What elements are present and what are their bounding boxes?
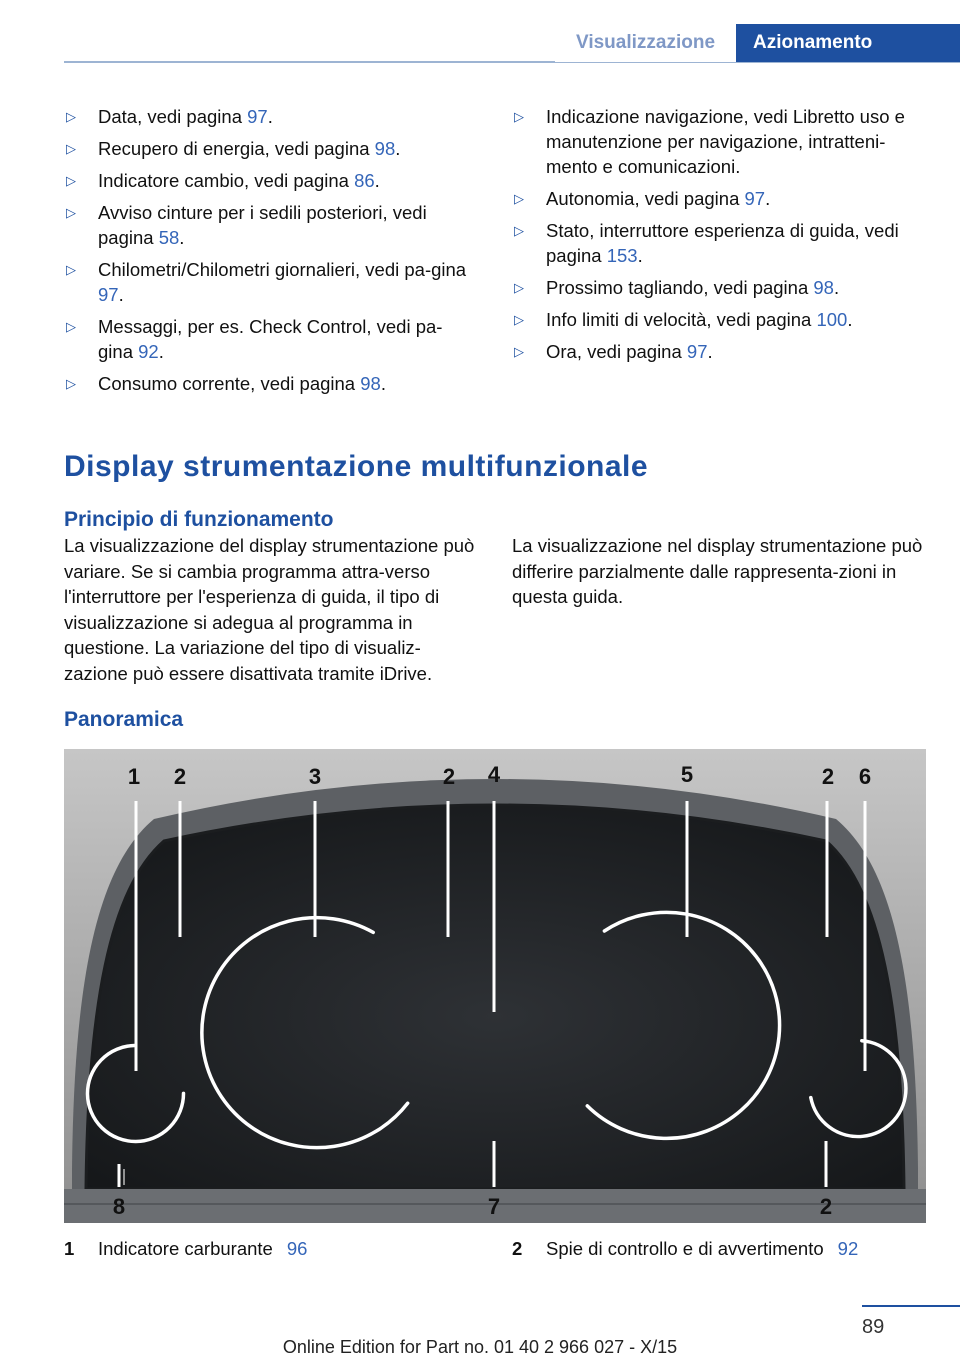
callout-2: 2 [173,764,187,789]
triangle-bullet-icon: ▷ [514,223,524,238]
triangle-bullet-icon: ▷ [514,191,524,206]
page-link[interactable]: 98 [360,373,381,394]
callout-4: 4 [487,762,501,787]
subsection-title: Principio di funzionamento [64,508,334,531]
list-item: ▷ Ora, vedi pagina 97. [514,341,713,362]
list-item: ▷ Prossimo tagliando, vedi pagina 98. [514,277,840,298]
footer-rule [862,1305,960,1307]
callout-3: 3 [308,764,322,789]
page-link[interactable]: 97 [98,284,119,305]
section-tab[interactable]: Visualizzazione [555,24,736,62]
page-link[interactable]: 97 [744,188,766,209]
list-item: ▷ Info limiti di velocità, vedi pagina 100. [514,309,853,330]
triangle-bullet-icon: ▷ [66,109,76,124]
page-link[interactable]: 92 [837,1238,859,1259]
legend-item: 1 Indicatore carburante 96 [64,1238,308,1259]
paragraph-right: La visualizzazione nel display strumentazione può differire parzialmente dalle rappresenta‐zioni in questa guida. [512,535,923,607]
left-bullet-list [64,104,474,403]
triangle-bullet-icon: ▷ [66,141,76,156]
list-item: ▷ Recupero di energia, vedi pagina 98. [66,138,401,159]
right-bullet-list [512,104,932,371]
page-link[interactable]: 97 [686,341,708,362]
callout-2: 2 [821,764,835,789]
triangle-bullet-icon: ▷ [66,376,76,391]
page-link[interactable]: 96 [286,1238,308,1259]
legend-item: 2 Spie di controllo e di avvertimento 92 [512,1238,859,1259]
list-item: ▷ Avviso cinture per i sedili posteriori, vedi pagina 58. [66,202,427,248]
triangle-bullet-icon: ▷ [514,312,524,327]
page-link[interactable]: 100 [816,309,848,330]
triangle-bullet-icon: ▷ [66,173,76,188]
page-link[interactable]: 98 [813,277,834,298]
triangle-bullet-icon: ▷ [514,344,524,359]
page-link[interactable]: 92 [138,341,159,362]
edition-footer: Online Edition for Part no. 01 40 2 966 027 - X/15 [282,1337,678,1357]
page-link[interactable]: 58 [158,227,180,248]
overview-title: Panoramica [64,708,184,731]
list-item: ▷ Chilometri/Chilometri giornalieri, vedi pa‐gina 97. [66,259,467,305]
page-link[interactable]: 97 [247,106,268,127]
list-item: ▷ Indicatore cambio, vedi pagina 86. [66,170,380,191]
callout-6: 6 [858,764,872,789]
callout-2: 2 [442,764,456,789]
list-item: ▷ Stato, interruttore esperienza di guida, vedi pagina 153. [514,220,899,266]
list-item: ▷ Messaggi, per es. Check Control, vedi pa‐gina 92. [66,316,443,362]
list-item: ▷ Indicazione navigazione, vedi Libretto uso e manutenzione per navigazione, intratteni‐mento e comunicazioni. [514,106,905,177]
callout-8: 8 [112,1194,126,1219]
list-item: ▷ Autonomia, vedi pagina 97. [514,188,771,209]
triangle-bullet-icon: ▷ [66,262,76,277]
section-title: Display strumentazione multifunzionale [64,450,649,483]
page-link[interactable]: 86 [354,170,375,191]
page-link[interactable]: 98 [374,138,396,159]
list-item: ▷ Consumo corrente, vedi pagina 98. [66,373,386,394]
triangle-bullet-icon: ▷ [66,205,76,220]
page-number: 89 [862,1316,885,1338]
triangle-bullet-icon: ▷ [514,280,524,295]
callout-2: 2 [819,1194,833,1219]
callout-7: 7 [487,1194,501,1219]
paragraph-left: La visualizzazione del display strumentazione può variare. Se si cambia programma attra‐verso l'interruttore per l'esperienza di guida, il tipo di visualizzazione si adegua al programma in questione. La variazione del tipo di visualiz‐zazione può essere disattivata tramite iDrive. [64,535,475,684]
callout-1: 1 [127,764,141,789]
page-link[interactable]: 153 [606,245,638,266]
instrument-cluster-illustration [64,749,926,1223]
callout-5: 5 [680,762,694,787]
triangle-bullet-icon: ▷ [514,109,524,124]
list-item: ▷ Data, vedi pagina 97. [66,106,273,127]
chapter-tab[interactable]: Azionamento [736,24,960,62]
instrument-cluster-figure [64,749,926,1223]
triangle-bullet-icon: ▷ [66,319,76,334]
